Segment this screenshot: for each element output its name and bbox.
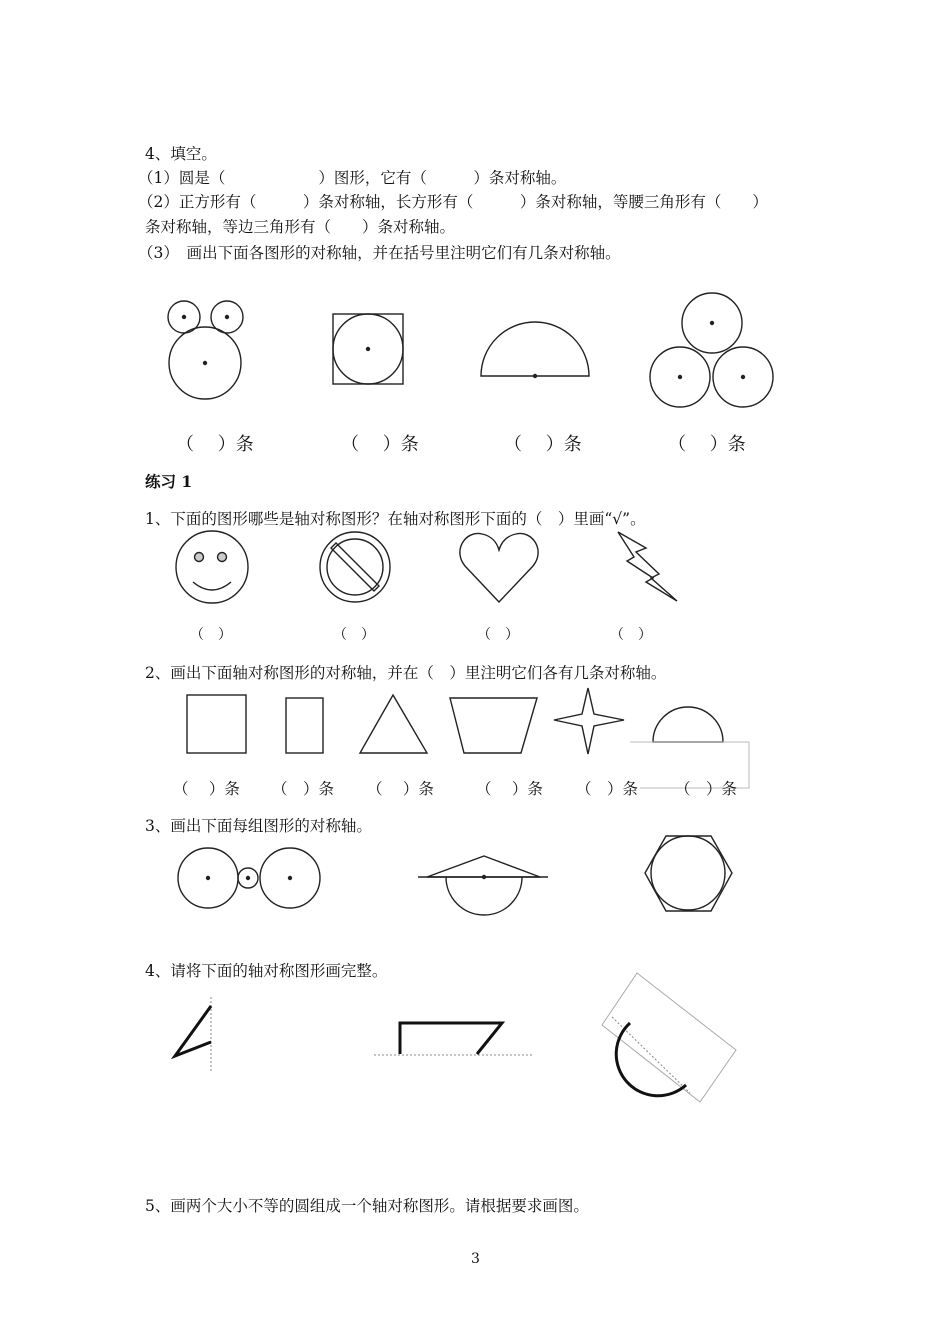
answer-blank-2[interactable]: （ ）条 — [341, 434, 419, 455]
half-circle-rotated-figure — [602, 973, 736, 1102]
hexagon-circle-figure — [645, 836, 732, 911]
check-blank-2[interactable]: （ ） — [333, 627, 375, 643]
axis-count-blank-5[interactable]: （ ）条 — [576, 780, 639, 798]
question-1: 1、下面的图形哪些是轴对称图形？在轴对称图形下面的（ ）里画“√”。 — [145, 510, 646, 528]
axis-count-blank-4[interactable]: （ ）条 — [476, 780, 543, 798]
semicircle-figure — [481, 322, 589, 378]
axis-count-blank-3[interactable]: （ ）条 — [367, 780, 434, 798]
triangle-figure — [360, 695, 427, 753]
section4-title: 4、填空。 — [145, 145, 217, 163]
section4-line1: （1）圆是（ ）图形，它有（ ）条对称轴。 — [138, 169, 567, 187]
smiley-face-figure — [176, 531, 248, 603]
answer-blank-3[interactable]: （ ）条 — [504, 434, 582, 455]
half-triangle-figure — [175, 997, 211, 1072]
triangle-semicircle-figure — [418, 856, 548, 915]
heart-figure — [460, 533, 538, 602]
trapezoid-figure — [450, 698, 537, 753]
question-2: 2、画出下面轴对称图形的对称轴，并在（ ）里注明它们各有几条对称轴。 — [145, 664, 667, 682]
half-trapezoid-figure — [374, 1023, 532, 1055]
four-point-star-figure — [554, 688, 624, 754]
question-5: 5、画两个大小不等的圆组成一个轴对称图形。请根据要求画图。 — [145, 1197, 589, 1215]
check-blank-3[interactable]: （ ） — [477, 627, 519, 643]
section4-line4: （3） 画出下面各图形的对称轴，并在括号里注明它们有几条对称轴。 — [138, 244, 621, 262]
answer-blank-1[interactable]: （ ）条 — [176, 434, 254, 455]
question-4: 4、请将下面的轴对称图形画完整。 — [145, 962, 388, 980]
axis-count-blank-2[interactable]: （ ）条 — [272, 780, 335, 798]
three-circles-figure — [168, 301, 243, 399]
square-circle-figure — [333, 314, 403, 384]
square-figure — [187, 695, 246, 753]
page-number: 3 — [471, 1251, 480, 1267]
question-3: 3、画出下面每组图形的对称轴。 — [145, 817, 372, 835]
check-blank-4[interactable]: （ ） — [610, 627, 652, 643]
section4-line2: （2）正方形有（ ）条对称轴，长方形有（ ）条对称轴，等腰三角形有（ ） — [138, 193, 768, 211]
axis-count-blank-1[interactable]: （ ）条 — [173, 780, 240, 798]
circle-cluster-figure — [650, 293, 773, 407]
semicircle-small-figure — [630, 707, 749, 788]
check-blank-1[interactable]: （ ） — [190, 627, 232, 643]
rectangle-figure — [286, 698, 323, 753]
practice-title: 练习 1 — [145, 472, 193, 491]
no-sign-figure — [320, 532, 390, 602]
lightning-figure — [618, 532, 677, 601]
answer-blank-4[interactable]: （ ）条 — [668, 434, 746, 455]
two-circles-figure — [178, 848, 320, 908]
axis-count-blank-6[interactable]: （ ）条 — [675, 780, 738, 798]
section4-line3: 条对称轴，等边三角形有（ ）条对称轴。 — [145, 218, 456, 236]
